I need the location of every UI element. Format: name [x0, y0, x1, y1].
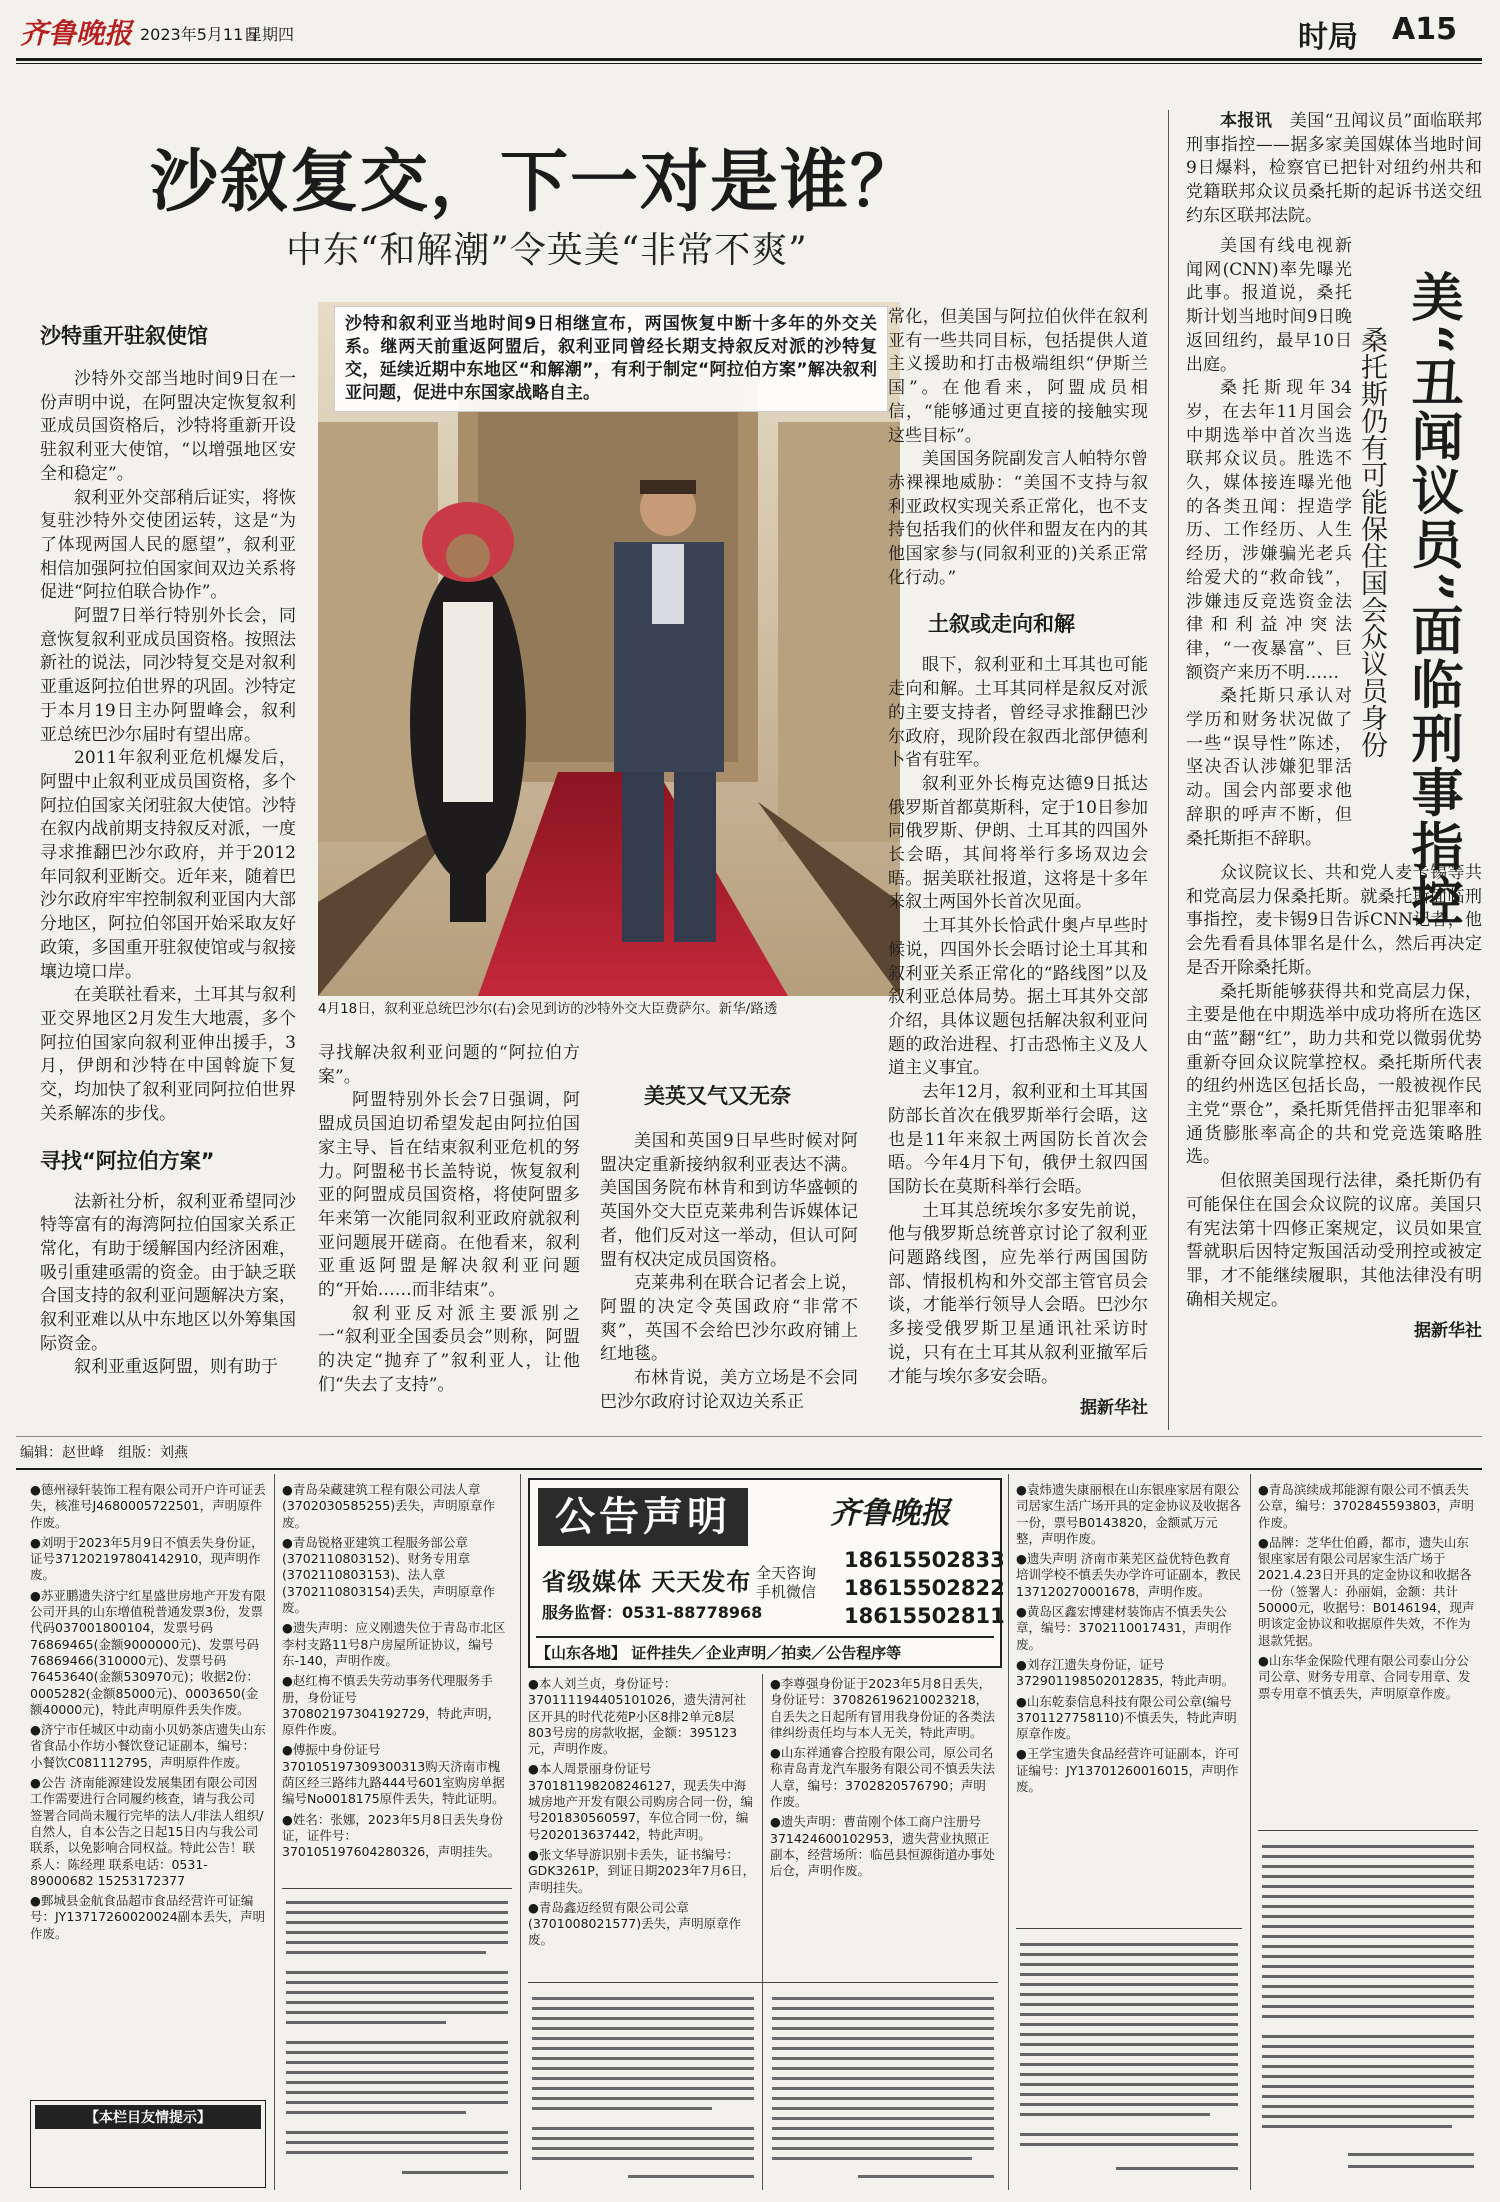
side-source: 据新华社 — [1414, 1321, 1482, 1342]
paragraph: 叙利亚外长梅克达德9日抵达俄罗斯首都莫斯科，定于10日参加同俄罗斯、伊朗、土耳其的四国外长会晤，其间将举行多场双边会晤。据美联社报道，这将是十多年来叙土两国外长首次见面。 — [888, 773, 1148, 913]
paragraph: 叙利亚外交部稍后证实，将恢复驻沙特外交使团运转，这是“为了体现两国人民的愿望”，叙利亚相信加强阿拉伯国家间双边关系将促进“阿拉伯联合协作”。 — [40, 487, 296, 603]
ad-auction-block-3 — [1258, 1830, 1478, 2189]
paragraph: 美国国务院副发言人帕特尔曾赤裸裸地威胁：“美国不支持与叙利亚政权实现关系正常化，也不支持包括我们的伙伴和盟友在内的其他国家参与(同叙利亚的)关系正常化行动。” — [888, 449, 1148, 588]
notice: ●遗失声明：曹苗刚个体工商户注册号371424600102953，遗失营业执照正副本，经营场所：临邑县恒源街道办事处后仓，声明作废。 — [770, 1814, 996, 1879]
col3-text — [600, 1130, 858, 1414]
notice: ●山东乾泰信息科技有限公司公章(编号3701127758110)不慎丢失，特此声明原章作废。 — [1016, 1693, 1237, 1742]
notice: ●山东祥通睿合控股有限公司，原公司名称青岛青龙汽车服务有限公司不慎丢失法人章，编号：37028205​76790；声明作废。 — [770, 1745, 996, 1810]
banner-hotline-label: 全天咨询 手机微信 — [756, 1564, 817, 1601]
lead-column-3 — [600, 1080, 858, 1414]
paragraph: 在美联社看来，土耳其与叙利亚交界地区2月发生大地震，多个阿拉伯国家向叙利亚伸出援手，3月，伊朗和沙特在中国斡旋下复交，均加快了叙利亚同阿拉伯世界关系解冻的步伐。 — [40, 985, 296, 1124]
paragraph: 叙利亚重返阿盟，则有助于 — [74, 1357, 278, 1378]
banner-slogan: 省级媒体 天天发布 — [542, 1568, 752, 1596]
banner-services: 【山东各地】 证件挂失／企业声明／拍卖／公告程序等 — [536, 1636, 994, 1663]
notice: ●公告 济南能源建设发展集团有限公司因工作需要进行合同履约核查，请与我公司签署合同尚未履行完毕的法人/非法人组织/自然人，自本公告之日起15日内与我公司联系，以免影响合同权益。特此公告！联系人：陈经理 联系电话：0531-89000682 15253172377 — [30, 1775, 264, 1888]
side-intro — [1186, 110, 1482, 229]
column-divider — [1168, 110, 1169, 1430]
banner-title: 公告声明 — [538, 1488, 748, 1546]
paragraph: 土耳其外长恰武什奥卢早些时候说，四国外长会晤讨论土耳其和叙利亚关系正常化的“路线图”以及叙利亚总体局势。据土耳其外交部介绍，具体议题包括解决叙利亚问题的政治进程、打击恐怖主义及人道主义事宜。 — [888, 916, 1148, 1079]
col1-text-2 — [40, 1191, 296, 1381]
banner-phone: 18615502833 — [844, 1548, 1005, 1572]
paragraph: 阿盟7日举行特别外长会，同意恢复叙利亚成员国资格。按照法新社的说法，同沙特复交是对叙利亚重返阿拉伯世界的巩固。沙特定于本月19日主办阿盟峰会，叙利亚总统巴沙尔届时有望出席。 — [40, 606, 296, 745]
reminder-title: 【本栏目友情提示】 — [35, 2105, 261, 2129]
paragraph: 桑托斯只承认对学历和财务状况做了一些“误导性”陈述，坚决否认涉嫌犯罪活动。国会内部要求他辞职的呼声不断，但桑托斯拒不辞职。 — [1186, 686, 1352, 849]
paragraph: 阿盟特别外长会7日强调，阿盟成员国迫切希望发起由阿拉伯国家主导、旨在结束叙利亚危机的努力。阿盟秘书长盖特说，恢复叙利亚的阿盟成员国资格，将使阿盟多年来第一次能同叙利亚政府就叙利亚问题展开磋商。在他看来，叙利亚重返阿盟是解决叙利亚问题的“开始……而非结束”。 — [318, 1090, 580, 1301]
paragraph: 去年12月，叙利亚和土耳其国防部长首次在俄罗斯举行会晤，这也是11年来叙土两国防长首次会晤。今年4月下旬，俄伊土叙四国国防长在莫斯科举行会晤。 — [888, 1082, 1148, 1197]
photo-intro-text: 沙特和叙利亚当地时间9日相继宣布，两国恢复中断十多年的外交关系。继两天前重返阿盟后，叙利亚同曾经长期支持叙反对派的沙特复交，延续近期中东地区“和解潮”，有利于制定“阿拉伯方案”解决叙利亚问题，促进中东国家战略自主。 — [345, 314, 877, 403]
ads-rule — [16, 1468, 1482, 1470]
subhead-turkey-syria: 土叙或走向和解 — [928, 612, 1075, 637]
auction-text-block — [282, 1889, 512, 2189]
ad-column-4 — [1016, 1482, 1242, 1922]
ad-column-3b — [770, 1676, 998, 1976]
subhead-us-uk: 美英又气又无奈 — [644, 1084, 791, 1108]
ad-auction-block-2 — [1016, 1928, 1242, 2189]
notice: ●李尊强身份证于2023年5月8日丢失，身份证号：370826196210023218，自丢失之日起所有冒用我身份证的各类法律纠纷责任均与本人无关，特此声明。 — [770, 1676, 996, 1740]
notice: ●青岛锐格亚建筑工程服务部公章(3702110803152)、财务专用章(3702110803153)、法人章(3702110803154)丢失，声明原章作废。 — [282, 1534, 496, 1616]
side-intro-text: 美国“丑闻议员”面临联邦刑事指控——据多家美国媒体当地时间9日爆料，检察官已把针对纽约州共和党籍联邦众议员桑托斯的起诉书送交纽约东区联邦法院。 — [1186, 111, 1483, 226]
paragraph: 常化，但美国与阿拉伯伙伴在叙利亚有一些共同目标，包括提供人道主义援助和打击极端组织“伊斯兰国”。在他看来，阿盟成员相信，“能够通过更直接的接触实现这些目标”。 — [888, 307, 1148, 446]
ad-column-2 — [282, 1482, 512, 1882]
lead-column-4 — [888, 306, 1148, 1418]
notice: ●济宁市任城区中动南小贝奶茶店遗失山东省食品小作坊小餐饮登记证副本，编号：小餐饮C081112795，声明原件作废。 — [30, 1722, 266, 1770]
editor-credits: 编辑：赵世峰 组版：刘燕 — [20, 1445, 188, 1461]
editor-rule-top — [16, 1436, 1482, 1437]
ad-column-5 — [1258, 1482, 1478, 1822]
side-wrap-text — [1186, 235, 1352, 851]
masthead-rule — [16, 58, 1482, 61]
paragraph: 法新社分析，叙利亚希望同沙特等富有的海湾阿拉伯国家关系正常化，有助于缓解国内经济困难，吸引重建亟需的资金。由于缺乏联合国支持的叙利亚问题解决方案，叙利亚难以从中东地区以外筹集国际资金。 — [40, 1191, 296, 1354]
ads-divider — [1008, 1474, 1009, 2190]
ad-column-1 — [30, 1482, 266, 2092]
auction-text-block — [1016, 1929, 1242, 2189]
section-name: 时局 — [1298, 20, 1358, 55]
paragraph: 美国有线电视新闻网(CNN)率先曝光此事。报道说，桑托斯计划当地时间9日晚返回纽约，最早10日出庭。 — [1186, 236, 1352, 375]
notice: ●刘存江遗失身份证，证号372901198502012835，特此声明。 — [1016, 1656, 1235, 1689]
ad-column-3a — [528, 1676, 756, 1976]
side-headline: 美“丑闻议员”面临刑事指控 — [1402, 270, 1463, 928]
subhead-reopen-embassy: 沙特重开驻叙使馆 — [40, 324, 208, 348]
col1-text — [40, 368, 296, 1127]
notice: ●青岛朵藏建筑工程有限公司法人章(3702030585255)丢失，声明原章作废。 — [282, 1482, 496, 1530]
notice: ●傅振中身份证号370105197309300313购天济南市槐荫区经三路纬九路444号601室购房单据编号No0018175原件丢失，特此证明。 — [282, 1742, 505, 1807]
ads-divider — [1250, 1474, 1251, 2190]
notice: ●德州禄轩装饰工程有限公司开户许可证丢失，核准号J4680005722501，声明原件作废。 — [30, 1482, 266, 1530]
notice: ●青岛鑫迈经贸有限公司公章(3701008021577)丢失，声明原章作废。 — [528, 1899, 742, 1948]
banner-phone: 18615502822 — [844, 1576, 1005, 1600]
page-number: A15 — [1392, 12, 1457, 47]
banner-phone: 18615502811 — [844, 1604, 1005, 1628]
paragraph: 沙特外交部当地时间9日在一份声明中说，在阿盟决定恢复叙利亚成员国资格后，沙特将重新开设驻叙利亚大使馆，“以增强地区安全和稳定”。 — [40, 369, 296, 484]
masthead-rule-thin — [16, 63, 1482, 64]
lead-column-2 — [318, 1042, 580, 1398]
side-kicker: 本报讯 — [1220, 111, 1273, 131]
notice: ●姓名：张娜，2023年5月8日丢失身份证，证件号：370105197604280326，声明挂失。 — [282, 1811, 504, 1860]
side-subheadline: 桑托斯仍有可能保住国会众议员身份 — [1356, 326, 1387, 758]
reminder-box — [30, 2100, 266, 2188]
notice: ●鄄城县金航食品超市食品经营许可证编号：JY13717260020024副本丢失，声明作废。 — [30, 1893, 266, 1941]
paragraph: 众议院议长、共和党人麦卡锡等共和党高层力保桑托斯。就桑托斯面临刑事指控，麦卡锡9日告诉CNN记者，他会先看看具体罪名是什么，然后再决定是否开除桑托斯。 — [1186, 863, 1482, 978]
notice: ●袁炜遗失康丽根在山东银座家居有限公司居家生活广场开具的定金协议及收据各一份，票号B0143820，金额贰万元整，声明作废。 — [1016, 1482, 1242, 1546]
notice: ●赵红梅不慎丢失劳动事务代理服务手册，身份证号370802197304192729，特此声明，原件作废。 — [282, 1673, 501, 1738]
notice: ●遗失声明 济南市莱芜区益优特色教育培训学校不慎丢失办学许可证副本，教民137120270001678，声明作废。 — [1016, 1551, 1242, 1599]
paragraph: 叙利亚反对派主要派别之一“叙利亚全国委员会”则称，阿盟的决定“抛弃了”叙利亚人，让他们“失去了支持”。 — [318, 1303, 580, 1395]
ads-section — [16, 1474, 1482, 2194]
photo-intro-box — [334, 306, 888, 412]
ads-divider — [520, 1474, 521, 2190]
notice: ●山东华金保险代理有限公司泰山分公司公章、财务专用章、合同专用章、发票专用章不慎丢失，声明原章作废。 — [1258, 1652, 1471, 1701]
issue-weekday: 星期四 — [246, 25, 295, 44]
paragraph — [1186, 110, 1482, 229]
banner-logo: 齐鲁晚报 — [830, 1496, 950, 1531]
ads-divider — [274, 1474, 275, 2190]
notice: ●刘明于2023年5月9日不慎丢失身份证，证号3712021978041429​10，现声明作废。 — [30, 1534, 264, 1583]
ad-banner — [528, 1478, 1005, 1668]
masthead-logo: 齐鲁晚报 — [20, 17, 133, 50]
paragraph: 桑托斯现年34岁，在去年11月国会中期选举中首次当选联邦众议员。胜选不久，媒体接连曝光他的各类丑闻：捏造学历、工作经历、人生经历，涉嫌骗光老兵给爱犬的“救命钱”，涉嫌违反竞选资金法律和利益冲突法律，“一夜暴富”、巨额资产来历不明…… — [1186, 378, 1352, 683]
notice: ●遗失声明：应义刚遗失位于青岛市北区李村支路11号8户房屋所证协议，编号东-140，声明作废。 — [282, 1620, 506, 1668]
paragraph: 布林肯说，美方立场是不会同巴沙尔政府讨论双边关系正 — [600, 1368, 858, 1412]
notice: ●本人周景丽身份证号370181198208246127，现丢失中海城房地产开发有限公司购房合同一份，编号201830560597，车位合同一份，编号20201363744​2，特此声明。 — [528, 1761, 754, 1842]
notice: ●黄岛区鑫宏博建材装饰店不慎丢失公章，编号：3702110017431，声明作废。 — [1016, 1604, 1232, 1652]
paragraph: 土耳其总统埃尔多安先前说，他与俄罗斯总统普京讨论了叙利亚问题路线图，应先举行两国国防部、情报机构和外交部主管官员会谈，才能举行领导人会晤。巴沙尔多接受俄罗斯卫星通讯社采访时说，只有在土耳其从叙利亚撤军后才能与埃尔多安会晤。 — [888, 1200, 1148, 1387]
side-story — [1186, 110, 1482, 229]
lead-subheadline: 中东“和解潮”令英美“非常不爽” — [286, 230, 808, 271]
auction-text-block — [1258, 1831, 1478, 2189]
notice: ●青岛滨续成邦能源有限公司不慎丢失公章，编号：3702845593803，声明作废。 — [1258, 1482, 1474, 1530]
col4-text-2 — [888, 654, 1148, 1389]
paragraph: 但依照美国现行法律，桑托斯仍有可能保住在国会众议院的议席。美国只有宪法第十四修正案规定，议员如果宣誓就职后因特定叛国活动受刑控或被定罪，才不能继续履职，其他法律没有明确相关规定。 — [1186, 1171, 1482, 1310]
issue-date: 2023年5月11日 — [140, 25, 260, 44]
paragraph: 眼下，叙利亚和土耳其也可能走向和解。土耳其同样是叙反对派的主要支持者，曾经寻求推翻巴沙尔政府，现阶段在叙西北部伊德利卜省有驻军。 — [888, 655, 1148, 771]
notice: ●品牌：芝华仕伯爵，都市，遗失山东银座家居有限公司居家生活广场于2021.4.23日开具的定金协议和收据各一份（签署人：孙丽娟，金额：共计50000元，收据号：B0146194，现声明该定金协议和收据原件失效，不作为退款凭据。 — [1258, 1534, 1475, 1648]
paragraph: 克莱弗利在联合记者会上说，阿盟的决定令英国政府“非常不爽”，英国不会给巴沙尔政府铺上红地毯。 — [600, 1273, 858, 1365]
masthead — [0, 0, 1500, 58]
lead-headline: 沙叙复交，下一对是谁？ — [150, 142, 921, 222]
photo-caption: 4月18日，叙利亚总统巴沙尔(右)会见到访的沙特外交大臣费萨尔。新华/路透 — [318, 1001, 778, 1017]
lead-column-1 — [40, 320, 296, 1380]
notice: ●张文华导游识别卡丢失，证书编号：GDK3261P，到证日期2023年7月6日，声明挂失。 — [528, 1846, 756, 1895]
notice: ●苏亚鹏遗失济宁红星盛世房地产开发有限公司开具的山东增值税普通发票3份，发票代码037001800104，发票号码76869465(金额9000000元)、发票号码76869466(310000元)、发票号码76453640(金额530970元)；收据2份：0005282(金额85000元)、0003650(金额40000元)，特此声明原件丢失作废。 — [30, 1587, 266, 1717]
paragraph: 桑托斯能够获得共和党高层力保，主要是他在中期选举中成功将所在选区由“蓝”翻“红”，助力共和党以微弱优势重新夺回众议院掌控权。桑托斯所代表的纽约州选区包括长岛，一般被视作民主党“票仓”，桑托斯凭借抨击犯罪率和通货膨胀率高企的共和党竞选策略胜选。 — [1186, 981, 1482, 1168]
ad-auction-block — [282, 1888, 512, 2189]
ad-small-print — [528, 1982, 998, 2189]
notice: ●王学宝遗失食品经营许可证副本，许可证编号：JY13701260016015，声明作废。 — [1016, 1746, 1240, 1795]
subhead-arab-solution: 寻找“阿拉伯方案” — [40, 1148, 215, 1173]
paragraph: 寻找解决叙利亚问题的“阿拉伯方案”。 — [318, 1043, 580, 1087]
notice: ●本人刘兰贞，身份证号：37011119440510​1026，遗失清河社区开具的时代花苑P小区8排2单元8层803号房的房款收据，金额：395123元，声明作废。 — [528, 1676, 747, 1757]
paragraph: 2011年叙利亚危机爆发后，阿盟中止叙利亚成员国资格，多个阿拉伯国家关闭驻叙大使馆。沙特在叙内战前期支持叙反对派，一度寻求推翻巴沙尔政府，并于2012年同叙利亚断交。近年来，随着巴沙尔政府牢牢控制叙利亚国内大部分地区，阿拉伯邻国开始采取友好政策，多国重开驻叙使馆或与叙接壤边境口岸。 — [40, 748, 296, 982]
paragraph: 美国和英国9日早些时候对阿盟决定重新接纳叙利亚表达不满。美国国务院布林肯和到访华盛顿的英国外交大臣克莱弗利告诉媒体记者，他们反对这一举动，但认可阿盟有权决定成员国资格。 — [600, 1131, 858, 1270]
small-print-block — [528, 1983, 998, 2189]
side-full-text — [1186, 862, 1482, 1341]
lead-source: 据新华社 — [1080, 1398, 1148, 1419]
col4-text — [888, 306, 1148, 590]
banner-service: 服务监督：0531-88778968 — [542, 1603, 763, 1622]
